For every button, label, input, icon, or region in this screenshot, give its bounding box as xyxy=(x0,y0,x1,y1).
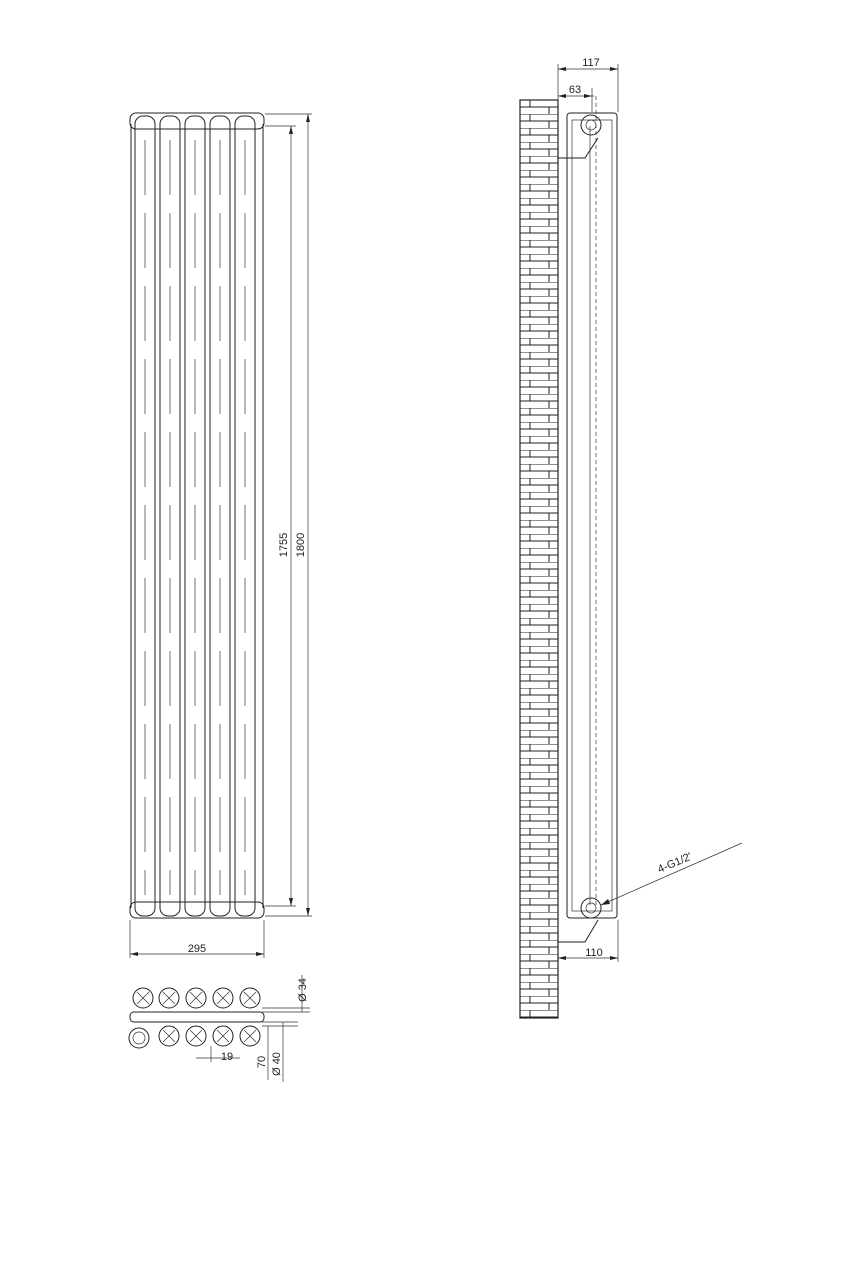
row-spacing-label: 70 xyxy=(256,1055,268,1069)
dimension-d34 xyxy=(262,975,310,1012)
top-header xyxy=(130,113,264,129)
radiator-tubes xyxy=(131,116,263,916)
dimension-1755 xyxy=(265,126,296,906)
dimension-row-spacing xyxy=(256,1022,298,1082)
dimension-295 xyxy=(130,920,264,958)
inner-height-label: 1755 xyxy=(278,532,290,558)
brick-wall xyxy=(520,100,558,1018)
front-view xyxy=(130,113,312,958)
front-tube-row xyxy=(133,988,260,1008)
bottom-depth-label: 110 xyxy=(585,947,603,959)
top-view xyxy=(129,975,310,1082)
total-height-label: 1800 xyxy=(295,532,307,558)
dimension-110 xyxy=(558,920,618,962)
header-diameter-label: Ø 40 xyxy=(271,1052,283,1076)
bottom-connection xyxy=(581,898,601,918)
width-label: 295 xyxy=(187,943,207,955)
bottom-bracket xyxy=(558,920,598,942)
connection-label: 4-G1/2' xyxy=(656,850,694,876)
radiator-side-profile xyxy=(558,96,617,942)
dimension-1800 xyxy=(265,114,312,916)
tube-diameter-label: Ø 34 xyxy=(297,978,309,1002)
dimension-63 xyxy=(558,84,594,112)
pipe-offset-label: 63 xyxy=(568,84,582,96)
back-tube-row xyxy=(129,1026,260,1048)
header-bar xyxy=(130,1012,264,1022)
connection-callout xyxy=(601,843,742,905)
top-connection xyxy=(581,115,601,135)
tube-pitch-label: 19 xyxy=(220,1051,234,1063)
dimension-19 xyxy=(196,1046,240,1063)
top-bracket xyxy=(558,138,598,158)
wall-projection-label: 117 xyxy=(582,57,600,69)
side-view xyxy=(520,57,742,1018)
dimension-117 xyxy=(558,57,618,112)
